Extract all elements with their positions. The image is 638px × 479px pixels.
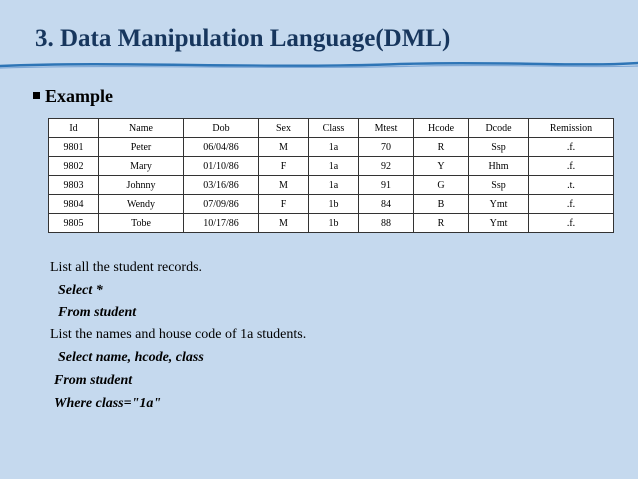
table-cell: M bbox=[259, 176, 309, 195]
table-row bbox=[49, 214, 614, 233]
table-cell: 1a bbox=[309, 138, 359, 157]
header-id: Id bbox=[49, 119, 99, 138]
table-cell: M bbox=[259, 138, 309, 157]
table-cell: Tobe bbox=[99, 214, 184, 233]
table-cell: M bbox=[259, 214, 309, 233]
table-cell: Ssp bbox=[469, 176, 529, 195]
table-cell: F bbox=[259, 157, 309, 176]
table-cell: 1b bbox=[309, 214, 359, 233]
header-name: Name bbox=[99, 119, 184, 138]
table-cell: .f. bbox=[529, 138, 614, 157]
table-cell: 07/09/86 bbox=[184, 195, 259, 214]
table-cell: Hhm bbox=[469, 157, 529, 176]
table-cell: 84 bbox=[359, 195, 414, 214]
table-cell: 06/04/86 bbox=[184, 138, 259, 157]
table-cell: 01/10/86 bbox=[184, 157, 259, 176]
table-cell: .f. bbox=[529, 214, 614, 233]
table-cell: 9801 bbox=[49, 138, 99, 157]
table-cell: 9803 bbox=[49, 176, 99, 195]
square-bullet-icon bbox=[33, 92, 40, 99]
sql-from-student-1: From student bbox=[58, 305, 137, 320]
table-header-row bbox=[49, 119, 614, 138]
table-row bbox=[49, 195, 614, 214]
table-cell: R bbox=[414, 214, 469, 233]
student-table bbox=[48, 118, 614, 233]
header-remission: Remission bbox=[529, 119, 614, 138]
table-cell: Ymt bbox=[469, 195, 529, 214]
table-cell: B bbox=[414, 195, 469, 214]
table-cell: .f. bbox=[529, 195, 614, 214]
table-cell: Wendy bbox=[99, 195, 184, 214]
table-row bbox=[49, 157, 614, 176]
table-cell: 9805 bbox=[49, 214, 99, 233]
table-cell: 1a bbox=[309, 157, 359, 176]
header-dcode: Dcode bbox=[469, 119, 529, 138]
table-cell: 03/16/86 bbox=[184, 176, 259, 195]
table-cell: Ssp bbox=[469, 138, 529, 157]
table-cell: 9804 bbox=[49, 195, 99, 214]
example-heading: Example bbox=[45, 86, 114, 106]
header-class: Class bbox=[309, 119, 359, 138]
table-cell: G bbox=[414, 176, 469, 195]
table-cell: F bbox=[259, 195, 309, 214]
table-cell: 1a bbox=[309, 176, 359, 195]
header-mtest: Mtest bbox=[359, 119, 414, 138]
table-cell: Peter bbox=[99, 138, 184, 157]
sql-select-columns: Select name, hcode, class bbox=[58, 350, 204, 365]
example-bullet bbox=[33, 86, 113, 107]
description-names-1a: List the names and house code of 1a students. bbox=[50, 327, 307, 342]
sql-select-all: Select * bbox=[58, 283, 103, 298]
table-cell: 92 bbox=[359, 157, 414, 176]
sql-from-student-2: From student bbox=[54, 373, 133, 388]
table-cell: Mary bbox=[99, 157, 184, 176]
table-row bbox=[49, 138, 614, 157]
table-cell: Ymt bbox=[469, 214, 529, 233]
table-cell: .t. bbox=[529, 176, 614, 195]
header-dob: Dob bbox=[184, 119, 259, 138]
header-sex: Sex bbox=[259, 119, 309, 138]
table-cell: 9802 bbox=[49, 157, 99, 176]
table-cell: 91 bbox=[359, 176, 414, 195]
table-cell: Johnny bbox=[99, 176, 184, 195]
table-cell: R bbox=[414, 138, 469, 157]
slide-title: 3. Data Manipulation Language(DML) bbox=[35, 25, 451, 52]
table-cell: 1b bbox=[309, 195, 359, 214]
table-cell: 10/17/86 bbox=[184, 214, 259, 233]
title-underline bbox=[0, 58, 638, 72]
header-hcode: Hcode bbox=[414, 119, 469, 138]
sql-where-class: Where class="1a" bbox=[54, 396, 162, 411]
table-row bbox=[49, 176, 614, 195]
table-cell: 88 bbox=[359, 214, 414, 233]
description-all-records: List all the student records. bbox=[50, 260, 203, 275]
table-cell: Y bbox=[414, 157, 469, 176]
table-cell: .f. bbox=[529, 157, 614, 176]
table-cell: 70 bbox=[359, 138, 414, 157]
